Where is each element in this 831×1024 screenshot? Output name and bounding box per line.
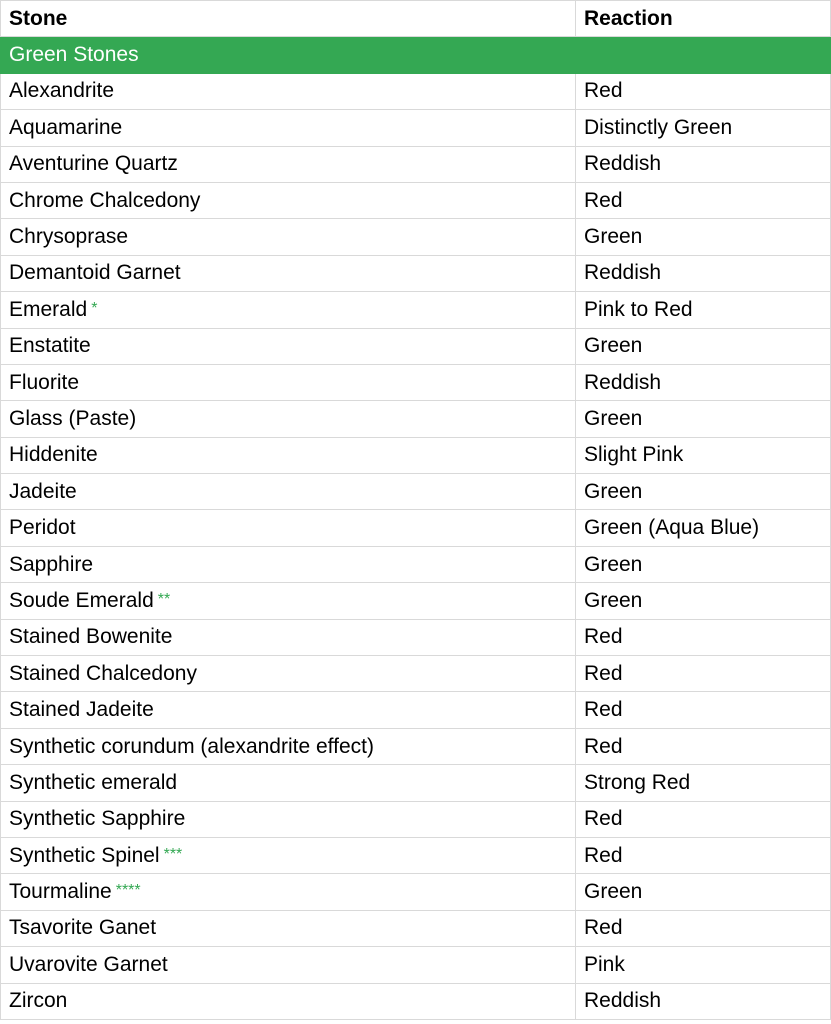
reaction-cell: Slight Pink: [576, 437, 831, 473]
stone-name: Fluorite: [9, 370, 80, 394]
table-row: [1, 947, 831, 983]
table-row: [1, 656, 831, 692]
stone-name: Enstatite: [9, 334, 91, 358]
reaction-cell: Red: [576, 73, 831, 109]
reaction-cell: Distinctly Green: [576, 110, 831, 146]
reaction-cell: Red: [576, 619, 831, 655]
stone-name: Hiddenite: [9, 443, 98, 467]
stone-cell: [1, 983, 576, 1019]
stone-cell: [1, 510, 576, 546]
reaction-cell: Strong Red: [576, 765, 831, 801]
stone-cell: [1, 437, 576, 473]
reaction-cell: Reddish: [576, 146, 831, 182]
reaction-cell: Pink: [576, 947, 831, 983]
stone-name: Chrysoprase: [9, 225, 129, 249]
reaction-cell: Red: [576, 801, 831, 837]
stone-cell: [1, 364, 576, 400]
stone-cell: [1, 910, 576, 946]
stone-name: Jadeite: [9, 479, 77, 503]
stone-name: Chrome Chalcedony: [9, 188, 201, 212]
stone-name: Synthetic Sapphire: [9, 807, 186, 831]
stone-cell: [1, 619, 576, 655]
table-row: [1, 73, 831, 109]
table-row: [1, 910, 831, 946]
stone-cell: [1, 546, 576, 582]
group-empty-cell: [576, 37, 831, 73]
reaction-cell: Red: [576, 656, 831, 692]
reaction-cell: Reddish: [576, 255, 831, 291]
reaction-cell: Green: [576, 328, 831, 364]
footnote-marker: *: [91, 299, 98, 317]
reaction-cell: Red: [576, 837, 831, 873]
reaction-cell: Reddish: [576, 364, 831, 400]
table-row: [1, 510, 831, 546]
stone-name: Demantoid Garnet: [9, 261, 181, 285]
footnote-marker: ***: [163, 845, 183, 863]
stone-cell: [1, 947, 576, 983]
reaction-cell: Red: [576, 910, 831, 946]
reaction-cell: Pink to Red: [576, 292, 831, 328]
reaction-cell: Green (Aqua Blue): [576, 510, 831, 546]
stone-name: Soude Emerald: [9, 588, 154, 612]
stone-cell: [1, 110, 576, 146]
stone-name: Aventurine Quartz: [9, 152, 178, 176]
stone-cell: [1, 692, 576, 728]
stone-cell: [1, 255, 576, 291]
stone-name: Peridot: [9, 516, 76, 540]
stone-cell: [1, 219, 576, 255]
reaction-cell: Green: [576, 546, 831, 582]
stone-cell: [1, 292, 576, 328]
column-header-stone: Stone: [1, 1, 576, 37]
stone-cell: [1, 837, 576, 873]
table-row: [1, 364, 831, 400]
stone-cell: [1, 765, 576, 801]
stone-cell: [1, 73, 576, 109]
stone-cell: [1, 328, 576, 364]
table-row: [1, 474, 831, 510]
table-row: [1, 728, 831, 764]
table-body: [1, 37, 831, 1020]
table-row: [1, 255, 831, 291]
stone-name: Stained Chalcedony: [9, 661, 197, 685]
column-header-reaction: Reaction: [576, 1, 831, 37]
table-row: [1, 437, 831, 473]
group-label: Green Stones: [1, 37, 576, 73]
stone-cell: [1, 146, 576, 182]
table-row: [1, 110, 831, 146]
table-row: [1, 619, 831, 655]
table-row: [1, 146, 831, 182]
footnote-marker: **: [157, 590, 171, 608]
stone-name: Tourmaline: [9, 880, 112, 904]
stone-cell: [1, 728, 576, 764]
table-row: [1, 583, 831, 619]
table-row: [1, 219, 831, 255]
table-row: [1, 328, 831, 364]
reaction-cell: Reddish: [576, 983, 831, 1019]
table-row: [1, 546, 831, 582]
table-row: [1, 292, 831, 328]
stone-name: Emerald: [9, 297, 88, 321]
table-row: [1, 983, 831, 1019]
reaction-cell: Green: [576, 874, 831, 910]
stone-name: Alexandrite: [9, 79, 115, 103]
stone-name: Stained Bowenite: [9, 625, 173, 649]
stone-name: Synthetic emerald: [9, 770, 178, 794]
stone-cell: [1, 182, 576, 218]
reaction-cell: Red: [576, 182, 831, 218]
stone-name: Tsavorite Ganet: [9, 916, 157, 940]
stone-cell: [1, 656, 576, 692]
table-row: [1, 182, 831, 218]
stone-cell: [1, 583, 576, 619]
stone-name: Glass (Paste): [9, 406, 137, 430]
stone-name: Stained Jadeite: [9, 698, 154, 722]
group-row: [1, 37, 831, 73]
table-row: [1, 401, 831, 437]
stone-name: Synthetic Spinel: [9, 843, 160, 867]
table-row: [1, 874, 831, 910]
table-row: [1, 765, 831, 801]
stone-name: Uvarovite Garnet: [9, 952, 168, 976]
reaction-cell: Green: [576, 219, 831, 255]
stone-name: Zircon: [9, 989, 68, 1013]
stone-name: Aquamarine: [9, 115, 123, 139]
reaction-cell: Red: [576, 692, 831, 728]
header-row: [1, 1, 831, 37]
reaction-cell: Green: [576, 401, 831, 437]
stone-cell: [1, 874, 576, 910]
stone-name: Synthetic corundum (alexandrite effect): [9, 734, 374, 758]
reaction-cell: Green: [576, 474, 831, 510]
reaction-cell: Green: [576, 583, 831, 619]
table-row: [1, 692, 831, 728]
footnote-marker: ****: [115, 882, 141, 900]
table-row: [1, 837, 831, 873]
reaction-cell: Red: [576, 728, 831, 764]
stone-cell: [1, 801, 576, 837]
table-row: [1, 801, 831, 837]
stone-name: Sapphire: [9, 552, 94, 576]
stone-cell: [1, 474, 576, 510]
stone-cell: [1, 401, 576, 437]
